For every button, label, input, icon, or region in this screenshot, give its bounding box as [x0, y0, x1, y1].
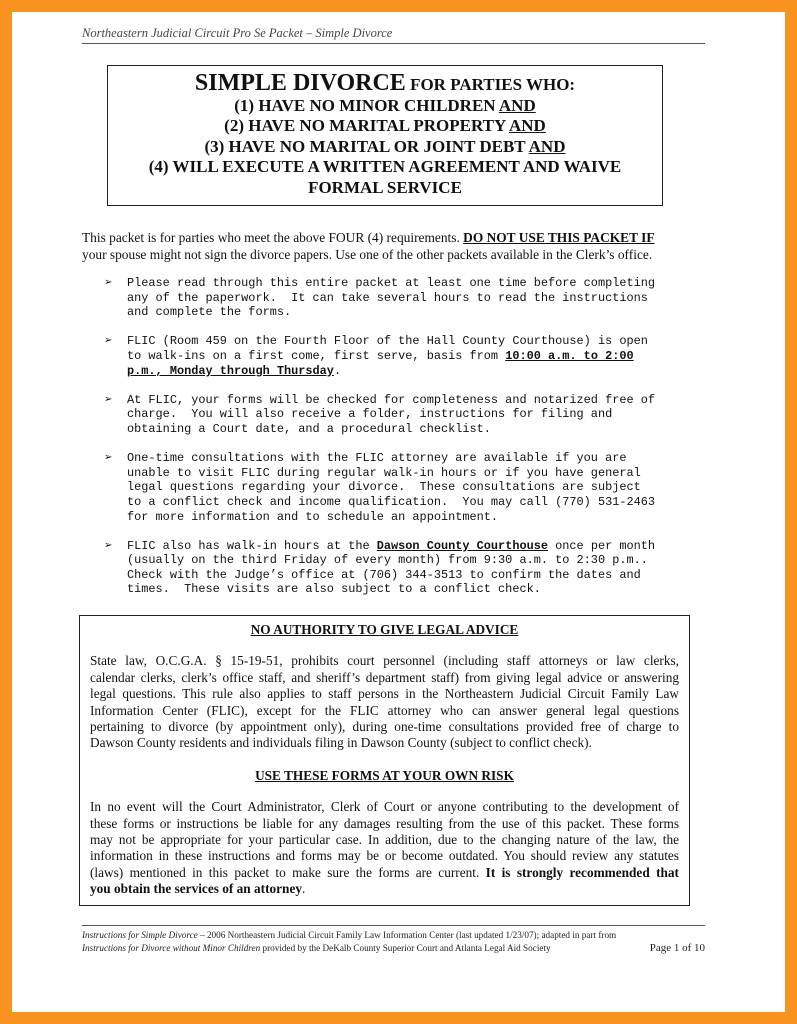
bullet-text-line [127, 364, 714, 379]
notice-text: In no event will the Court Administrator, Clerk of Court or anyone contributing to the development of [90, 799, 679, 815]
bullet-text: obtaining a Court date, and a procedural checklist. [127, 421, 491, 436]
notice-heading-legal-advice: NO AUTHORITY TO GIVE LEGAL ADVICE [250, 622, 519, 637]
bullet-text: to a conflict check and income qualification. You may call (770) 531-2463 [127, 494, 656, 509]
notice-text: calendar clerks, clerk’s office staff, and sheriff’s department staff) from giving legal advice or answering [90, 669, 679, 685]
footer-doc-title: Instructions for Simple Divorce [82, 930, 198, 940]
notice-text: (laws) mentioned in this packet to make sure the forms are current. [90, 864, 486, 880]
title-line-3-text: (3) HAVE NO MARITAL OR JOINT DEBT [204, 136, 529, 156]
bullet-text: . [333, 363, 342, 378]
intro-warning: DO NOT USE THIS PACKET IF [463, 230, 655, 245]
bullet-text: (usually on the third Friday of every month) from 9:30 a.m. to 2:30 p.m.. [127, 553, 648, 568]
bullet-text: unable to visit FLIC during regular walk-in hours or if you have general [127, 465, 641, 480]
attorney-recommendation-end: you obtain the services of an attorney [90, 881, 302, 897]
bullet-text: One-time consultations with the FLIC attorney are available if you are [127, 451, 627, 466]
bullet-text: legal questions regarding your divorce. These consultations are subject [127, 480, 641, 495]
bullet-text: and complete the forms. [127, 305, 292, 320]
footer-line-1 [82, 929, 705, 942]
title-line-2 [108, 116, 662, 137]
bullet-text-line [127, 539, 714, 554]
notice-text: these forms or instructions be liable for any damages resulting from the use of this packet. These forms [90, 815, 679, 831]
bullet-text: At FLIC, your forms will be checked for completeness and notarized free of [127, 392, 656, 407]
arrow-bullet-icon: ➢ [104, 277, 113, 288]
running-title: Northeastern Judicial Circuit Pro Se Packet – Simple Divorce [82, 26, 393, 40]
bullet-text: charge. You will also receive a folder, instructions for filing and [127, 407, 613, 422]
title-line-main [108, 70, 662, 96]
bullet-text: to walk-ins on a first come, first serve, basis from [127, 348, 506, 363]
footer-source-title: Instructions for Divorce without Minor Children [82, 942, 261, 953]
bullet-item-flic-hours [104, 334, 714, 378]
intro-paragraph [82, 229, 702, 263]
bullet-text-line [127, 349, 714, 364]
title-line-1 [108, 96, 662, 117]
bullet-text: FLIC also has walk-in hours at the [127, 538, 377, 553]
bullet-item-consultations [104, 451, 714, 524]
bullet-text: times. These visits are also subject to a conflict check. [127, 582, 541, 597]
flic-hours-days: p.m., Monday through Thursday [127, 363, 334, 378]
title-line-2-text: (2) HAVE NO MARITAL PROPERTY [224, 116, 509, 135]
arrow-bullet-icon: ➢ [104, 335, 113, 347]
dawson-courthouse: Dawson County Courthouse [376, 538, 549, 553]
bullet-text: Please read through this entire packet at least one time before completing [127, 276, 656, 290]
footer-line-2 [82, 942, 705, 955]
legal-notice-box [79, 615, 690, 906]
bullet-item-forms-checked [104, 393, 714, 437]
title-line-1-text: (1) HAVE NO MINOR CHILDREN [234, 95, 499, 115]
notice-text: . [302, 881, 306, 897]
notice-text: pertaining to divorce (by appointment only), during one-time consultations provided free of charge to [90, 719, 679, 735]
intro-line-1 [82, 229, 702, 246]
bullet-text: Check with the Judge’s office at (706) 344-3513 to confirm the dates and [127, 567, 641, 582]
title-line-1-and: AND [498, 95, 536, 115]
arrow-bullet-icon: ➢ [104, 393, 113, 405]
bullet-text: FLIC (Room 459 on the Fourth Floor of the Hall County Courthouse) is open [127, 334, 648, 349]
page-footer [82, 925, 705, 954]
bullet-item-read-packet [104, 276, 714, 320]
notice-heading-own-risk: USE THESE FORMS AT YOUR OWN RISK [255, 767, 514, 783]
instruction-bullets [104, 276, 714, 612]
title-main-suffix: FOR PARTIES WHO: [405, 75, 576, 94]
notice-text: State law, O.C.G.A. § 15-19-51, prohibits court personnel (including staff attorneys or law clerks, [90, 653, 679, 669]
running-header [82, 26, 705, 44]
bullet-text: any of the paperwork. It can take several hours to read the instructions [127, 290, 648, 305]
bullet-text: for more information and to schedule an appointment. [127, 509, 499, 524]
intro-line-2: your spouse might not sign the divorce papers. Use one of the other packets available in the Clerk’s office. [82, 247, 653, 262]
title-line-4: (4) WILL EXECUTE A WRITTEN AGREEMENT AND WAIVE [148, 157, 622, 176]
title-line-3 [108, 137, 662, 158]
title-line-2-and: AND [508, 116, 546, 135]
attorney-recommendation: It is strongly recommended that [485, 864, 679, 880]
notice-paragraph-own-risk [90, 799, 679, 897]
arrow-bullet-icon: ➢ [104, 539, 113, 551]
title-line-3-and: AND [528, 136, 566, 156]
notice-text: legal questions. This rule also applies to staff persons in the Northeastern Judicial Circuit Family Law [90, 686, 679, 702]
bullet-item-dawson-hours [104, 539, 714, 597]
page-number: Page 1 of 10 [649, 941, 705, 954]
notice-text-line [90, 881, 679, 897]
intro-text-1: This packet is for parties who meet the above FOUR (4) requirements. [82, 230, 464, 245]
notice-text-line [90, 865, 679, 881]
notice-text: Dawson County residents and individuals filing in Dawson County (subject to conflict check). [90, 735, 592, 751]
flic-hours-time: 10:00 a.m. to 2:00 [505, 348, 634, 363]
title-line-5: FORMAL SERVICE [308, 177, 462, 197]
footer-text: provided by the DeKalb County Superior Court and Atlanta Legal Aid Society [260, 942, 551, 953]
title-box [107, 65, 663, 206]
notice-text: may not be appropriate for your particular case. In addition, due to the changing nature of the law, the [90, 832, 679, 848]
arrow-bullet-icon: ➢ [104, 452, 113, 464]
title-main: SIMPLE DIVORCE [194, 70, 406, 96]
footer-text: – 2006 Northeastern Judicial Circuit Family Law Information Center (last updated 1/23/07); adapted in part from [197, 930, 617, 940]
bullet-text: once per month [548, 538, 656, 553]
notice-paragraph-legal-advice [90, 653, 679, 751]
notice-text: information in these instructions and forms may be or become outdated. You should review any statutes [90, 848, 679, 864]
notice-text: Information Center (FLIC), except for the FLIC attorney who can answer general legal questions [90, 702, 679, 718]
